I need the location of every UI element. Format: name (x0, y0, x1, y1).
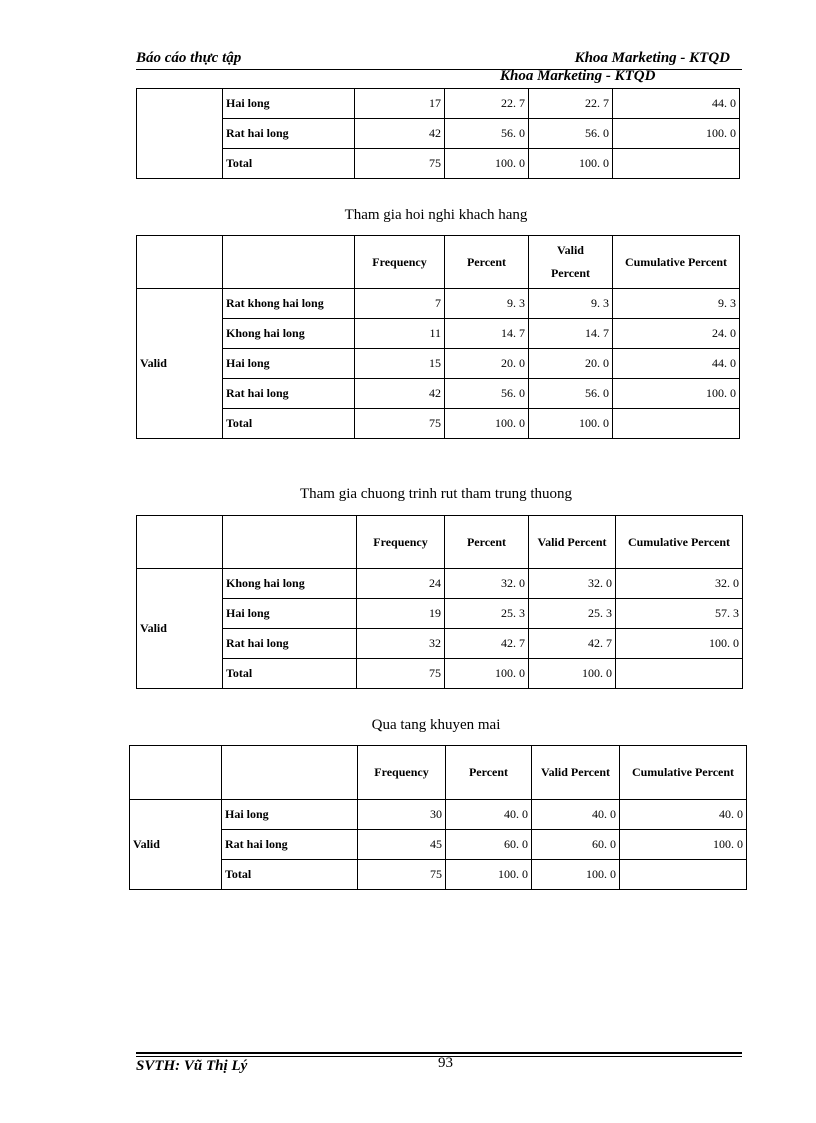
percent-cell: 56. 0 (445, 379, 529, 409)
header-report-title: Báo cáo thực tập (136, 50, 242, 66)
table-header-row (130, 746, 747, 800)
percent-cell: 14. 7 (445, 319, 529, 349)
header-cumulative-percent: Cumulative Percent (620, 746, 747, 800)
cumulative-percent-cell (613, 409, 740, 439)
header-percent: Percent (446, 746, 532, 800)
header-percent: Percent (445, 516, 529, 569)
cumulative-percent-cell: 32. 0 (616, 569, 743, 599)
frequency-cell: 42 (355, 119, 445, 149)
row-label: Total (223, 149, 355, 179)
cumulative-percent-cell (616, 659, 743, 689)
frequency-cell: 19 (357, 599, 445, 629)
valid-percent-cell: 9. 3 (529, 289, 613, 319)
row-label: Hai long (223, 349, 355, 379)
row-label: Rat hai long (222, 830, 358, 860)
valid-group-label: Valid (137, 289, 223, 439)
blank-header-cell (223, 516, 357, 569)
percent-cell: 100. 0 (445, 149, 529, 179)
header-frequency: Frequency (357, 516, 445, 569)
table-header-row (137, 516, 743, 569)
footer-author: SVTH: Vũ Thị Lý (136, 1058, 248, 1074)
percent-cell: 32. 0 (445, 569, 529, 599)
header-faculty: Khoa Marketing - KTQD (574, 50, 730, 66)
cumulative-percent-cell: 57. 3 (616, 599, 743, 629)
valid-percent-cell: 14. 7 (529, 319, 613, 349)
header-valid-percent (529, 236, 613, 289)
row-label: Khong hai long (223, 569, 357, 599)
frequency-cell: 75 (355, 149, 445, 179)
percent-cell: 42. 7 (445, 629, 529, 659)
frequency-cell: 75 (355, 409, 445, 439)
cumulative-percent-cell: 40. 0 (620, 800, 747, 830)
row-label: Total (222, 860, 358, 890)
valid-percent-cell: 20. 0 (529, 349, 613, 379)
row-label: Rat hai long (223, 379, 355, 409)
table-row (137, 569, 743, 599)
percent-cell: 9. 3 (445, 289, 529, 319)
cumulative-percent-cell: 100. 0 (613, 379, 740, 409)
header-frequency: Frequency (358, 746, 446, 800)
percent-cell: 60. 0 (446, 830, 532, 860)
table-row (137, 349, 740, 379)
frequency-table-hoi-nghi (136, 235, 740, 439)
header-cumulative-percent: Cumulative Percent (613, 236, 740, 289)
frequency-cell: 42 (355, 379, 445, 409)
header-cumulative-percent: Cumulative Percent (616, 516, 743, 569)
valid-percent-cell: 100. 0 (529, 659, 616, 689)
table-row (137, 409, 740, 439)
row-label: Khong hai long (223, 319, 355, 349)
valid-percent-cell: 25. 3 (529, 599, 616, 629)
frequency-cell: 45 (358, 830, 446, 860)
header-valid-line2: Percent (550, 266, 591, 280)
percent-cell: 22. 7 (445, 89, 529, 119)
header-valid-percent: Valid Percent (532, 746, 620, 800)
table-title: Qua tang khuyen mai (371, 717, 501, 733)
blank-header-cell (137, 236, 223, 289)
frequency-cell: 7 (355, 289, 445, 319)
table-row (137, 289, 740, 319)
valid-percent-cell: 32. 0 (529, 569, 616, 599)
percent-cell: 100. 0 (445, 409, 529, 439)
valid-percent-cell: 100. 0 (529, 409, 613, 439)
cumulative-percent-cell: 44. 0 (613, 349, 740, 379)
table-row (137, 319, 740, 349)
row-label: Hai long (223, 599, 357, 629)
row-label: Total (223, 409, 355, 439)
blank-header-cell (130, 746, 222, 800)
footer-rule (136, 1052, 742, 1054)
table-row (137, 659, 743, 689)
table-row (130, 860, 747, 890)
blank-header-cell (223, 236, 355, 289)
percent-cell: 40. 0 (446, 800, 532, 830)
group-cell (137, 89, 223, 179)
blank-header-cell (137, 516, 223, 569)
frequency-cell: 32 (357, 629, 445, 659)
valid-group-label: Valid (137, 569, 223, 689)
header-percent: Percent (445, 236, 529, 289)
frequency-cell: 75 (357, 659, 445, 689)
valid-percent-cell: 100. 0 (529, 149, 613, 179)
percent-cell: 20. 0 (445, 349, 529, 379)
cumulative-percent-cell: 44. 0 (613, 89, 740, 119)
row-label: Rat khong hai long (223, 289, 355, 319)
frequency-table-rut-tham (136, 515, 743, 689)
valid-group-label: Valid (130, 800, 222, 890)
cumulative-percent-cell: 24. 0 (613, 319, 740, 349)
cumulative-percent-cell (613, 149, 740, 179)
row-label: Hai long (223, 89, 355, 119)
table-header-row (137, 236, 740, 289)
table-row (130, 830, 747, 860)
cumulative-percent-cell: 100. 0 (616, 629, 743, 659)
cumulative-percent-cell: 100. 0 (613, 119, 740, 149)
table-row (137, 89, 740, 119)
valid-percent-cell: 100. 0 (532, 860, 620, 890)
valid-percent-cell: 60. 0 (532, 830, 620, 860)
cumulative-percent-cell (620, 860, 747, 890)
valid-percent-cell: 22. 7 (529, 89, 613, 119)
table-row (137, 629, 743, 659)
table-row (137, 379, 740, 409)
header-frequency: Frequency (355, 236, 445, 289)
table-title: Tham gia hoi nghi khach hang (344, 207, 528, 223)
cumulative-percent-cell: 100. 0 (620, 830, 747, 860)
row-label: Rat hai long (223, 119, 355, 149)
percent-cell: 100. 0 (446, 860, 532, 890)
valid-percent-cell: 56. 0 (529, 119, 613, 149)
frequency-table-qua-tang (129, 745, 747, 890)
frequency-cell: 11 (355, 319, 445, 349)
table-row (130, 800, 747, 830)
blank-header-cell (222, 746, 358, 800)
frequency-cell: 30 (358, 800, 446, 830)
row-label: Hai long (222, 800, 358, 830)
percent-cell: 56. 0 (445, 119, 529, 149)
frequency-cell: 75 (358, 860, 446, 890)
table-row (137, 599, 743, 629)
table-row (137, 119, 740, 149)
row-label: Rat hai long (223, 629, 357, 659)
valid-percent-cell: 56. 0 (529, 379, 613, 409)
row-label: Total (223, 659, 357, 689)
frequency-cell: 24 (357, 569, 445, 599)
page-number: 93 (438, 1055, 453, 1071)
header-valid-percent: Valid Percent (529, 516, 616, 569)
frequency-table-continued (136, 88, 740, 179)
percent-cell: 25. 3 (445, 599, 529, 629)
percent-cell: 100. 0 (445, 659, 529, 689)
table-title: Tham gia chuong trinh rut tham trung thuong (299, 486, 573, 502)
cumulative-percent-cell: 9. 3 (613, 289, 740, 319)
table-row (137, 149, 740, 179)
valid-percent-cell: 40. 0 (532, 800, 620, 830)
frequency-cell: 15 (355, 349, 445, 379)
frequency-cell: 17 (355, 89, 445, 119)
header-valid-line1: Valid (557, 243, 584, 257)
header-faculty-repeat: Khoa Marketing - KTQD (500, 68, 656, 84)
valid-percent-cell: 42. 7 (529, 629, 616, 659)
